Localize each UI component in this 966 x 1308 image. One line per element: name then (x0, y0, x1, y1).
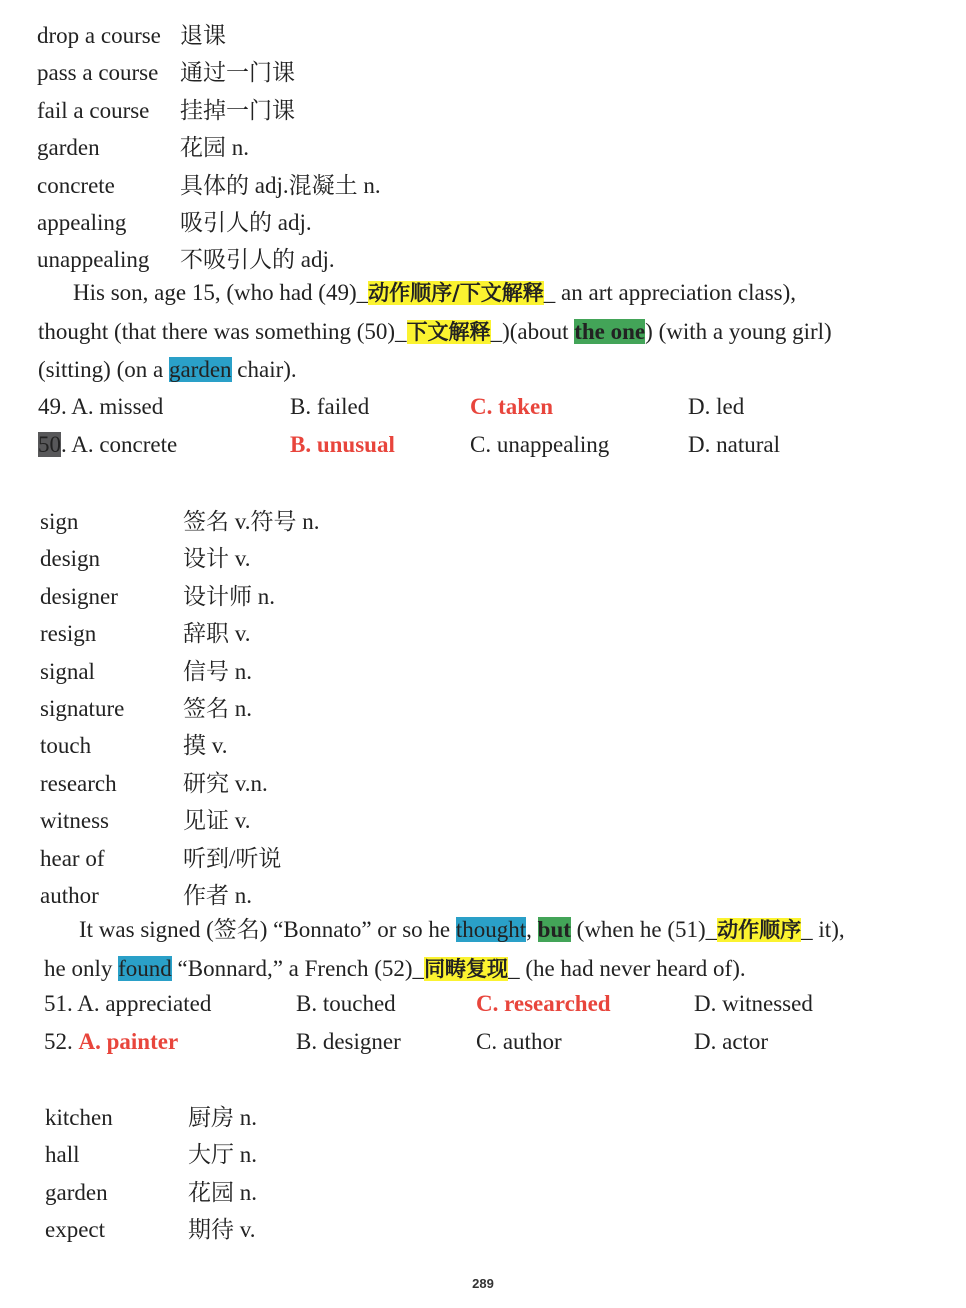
option-c: C. author (476, 1029, 562, 1054)
vocab-meaning: 退课 (180, 23, 226, 48)
highlight-blue: found (118, 955, 172, 981)
passage-text: he only (44, 955, 119, 981)
passage-line (38, 313, 832, 352)
vocab-word: design (40, 546, 101, 572)
option-text-correct: A. painter (78, 1029, 179, 1054)
vocab-word: research (40, 770, 117, 796)
option-a (38, 432, 177, 458)
option-text: A. concrete (71, 432, 178, 457)
vocab-meaning: 设计师 n. (183, 583, 275, 609)
vocab-word: expect (45, 1217, 106, 1243)
vocab-word: unappealing (37, 247, 150, 273)
question-number: 50 (38, 432, 61, 457)
page-number: 289 (472, 1276, 494, 1291)
vocab-word: drop a course (37, 23, 161, 48)
option-separator: . (61, 432, 72, 457)
vocab-meaning: 签名 v.符号 n. (183, 509, 320, 534)
highlight-blue: garden (168, 357, 232, 382)
vocab-word: hear of (40, 845, 105, 871)
vocab-meaning: 辞职 v. (183, 621, 251, 647)
vocab-word: touch (40, 733, 92, 759)
vocab-meaning: 具体的 adj.混凝土 n. (180, 172, 381, 198)
vocab-meaning: 期待 v. (188, 1217, 256, 1243)
option-d: D. witnessed (694, 991, 813, 1016)
vocab-meaning: 信号 n. (183, 658, 252, 684)
vocab-word: designer (40, 583, 118, 609)
passage-text: ) (with a young girl) (645, 318, 832, 344)
option-d: D. natural (688, 432, 780, 457)
question-number: 49. (38, 394, 72, 419)
highlight-green: but (537, 917, 571, 942)
passage-text: _ it), (801, 917, 845, 942)
highlight-green: the one (574, 318, 646, 344)
option-b: B. designer (296, 1029, 401, 1054)
option-a (44, 1029, 178, 1055)
vocab-word: resign (40, 621, 97, 647)
passage-text: chair). (231, 357, 297, 382)
vocab-meaning: 作者 n. (183, 882, 252, 908)
vocab-word: hall (45, 1142, 80, 1168)
vocab-meaning: 挂掉一门课 (180, 97, 295, 123)
option-b: B. failed (290, 394, 370, 419)
option-a (44, 991, 211, 1017)
vocab-word: kitchen (45, 1105, 113, 1130)
vocab-word: sign (40, 509, 79, 534)
vocab-word: concrete (37, 172, 115, 198)
passage-text: It was signed (签名) “Bonnato” or so he (79, 917, 456, 942)
vocab-word: pass a course (37, 60, 159, 86)
vocab-meaning: 吸引人的 adj. (180, 209, 312, 235)
passage-line (44, 911, 845, 950)
option-c-correct: C. researched (476, 991, 611, 1016)
passage-text: _ (he had never heard of). (508, 955, 746, 981)
vocab-meaning: 大厅 n. (188, 1142, 257, 1168)
question-number: 51. (44, 991, 78, 1016)
vocab-meaning: 花园 n. (180, 135, 249, 161)
vocab-word: garden (37, 135, 100, 161)
vocab-word: fail a course (37, 97, 150, 123)
vocab-meaning: 见证 v. (183, 808, 251, 834)
vocab-word: witness (40, 808, 109, 834)
passage-paragraph-1 (38, 274, 832, 390)
passage-text: thought (that there was something (50)_ (38, 318, 407, 344)
vocab-meaning: 摸 v. (183, 733, 228, 759)
vocab-word: signal (40, 658, 95, 684)
option-b: B. touched (296, 991, 396, 1016)
vocab-word: signature (40, 695, 125, 721)
passage-text: _ an art appreciation class), (543, 280, 797, 305)
passage-text: (sitting) (on a (38, 357, 169, 382)
passage-text: “Bonnard,” a French (52)_ (171, 955, 425, 981)
option-c: C. unappealing (470, 432, 610, 457)
option-text: A. appreciated (77, 991, 212, 1016)
option-b-correct: B. unusual (290, 432, 395, 457)
vocab-word: author (40, 882, 99, 908)
option-c-correct: C. taken (470, 394, 554, 419)
vocab-word: appealing (37, 209, 127, 235)
vocab-meaning: 厨房 n. (188, 1105, 257, 1130)
vocab-meaning: 设计 v. (183, 546, 251, 572)
passage-line (38, 274, 832, 313)
passage-line (38, 351, 832, 390)
highlight-yellow: 同畴复现 (424, 956, 509, 981)
highlight-blue: thought (455, 917, 527, 942)
passage-text: His son, age 15, (who had (49)_ (73, 280, 369, 305)
option-d: D. led (688, 394, 745, 419)
vocab-meaning: 通过一门课 (180, 60, 295, 86)
highlight-yellow: 下文解释 (406, 319, 491, 344)
vocab-meaning: 不吸引人的 adj. (180, 247, 335, 273)
vocab-word: garden (45, 1179, 108, 1205)
option-d: D. actor (694, 1029, 769, 1054)
passage-paragraph-2 (44, 911, 845, 988)
passage-text: , (526, 917, 538, 942)
vocab-meaning: 花园 n. (188, 1179, 257, 1205)
highlight-yellow: 动作顺序/下文解释 (368, 281, 544, 305)
passage-text: _)(about (490, 318, 575, 344)
question-number: 52. (44, 1029, 79, 1054)
option-text: A. missed (71, 394, 164, 419)
option-a (38, 394, 163, 420)
vocab-meaning: 听到/听说 (183, 845, 282, 871)
passage-line (44, 950, 845, 989)
vocab-meaning: 研究 v.n. (183, 770, 268, 796)
highlight-yellow: 动作顺序 (717, 918, 802, 942)
passage-text: (when he (51)_ (570, 917, 718, 942)
vocab-meaning: 签名 n. (183, 695, 252, 721)
